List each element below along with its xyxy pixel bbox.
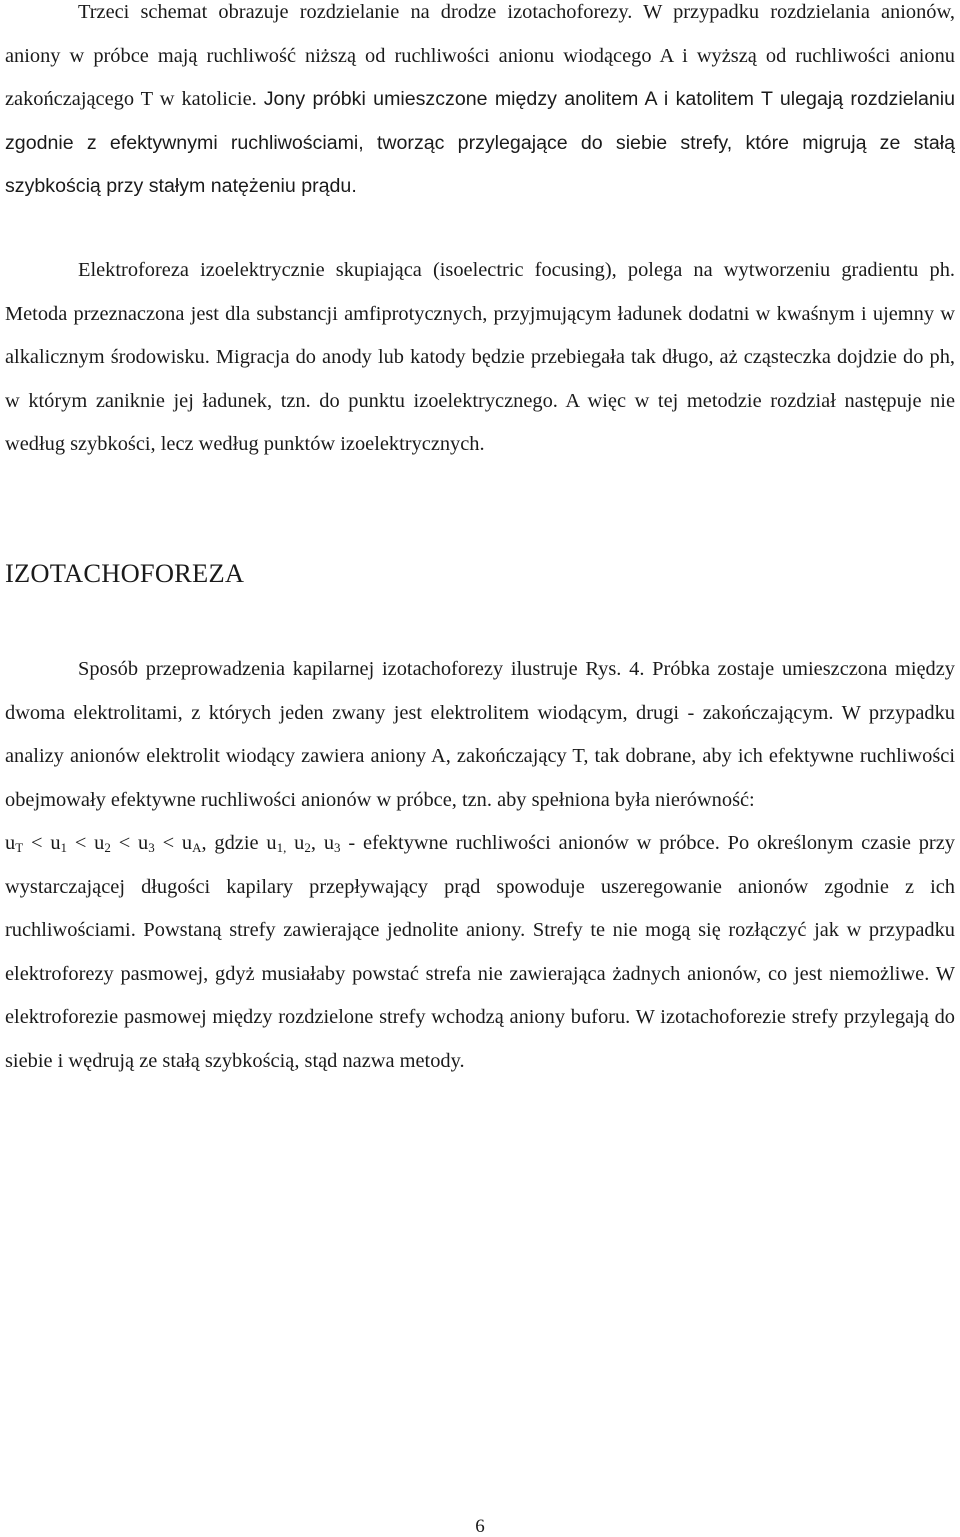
paragraph-capillary-isotachophoresis [5, 648, 955, 1083]
paragraph-isoelectric-focusing: Elektroforeza izoelektrycznie skupiająca (isoelectric focusing), polega na wytworzeniu gradientu ph. Metoda przeznaczona jest dla substancji amfiprotycznych, przyjmującym ładunek dodatni w kwaśnym i ujemny w alkalicznym środowisku. Migracja do anody lub katody będzie przebiegała tak długo, aż cząsteczka dojdzie do ph, w którym zaniknie jej ładunek, tzn. do punktu izoelektrycznego. A więc w tej metodzie rozdział następuje nie według szybkości, lecz według punktów izoelektrycznych. [5, 259, 955, 455]
paragraph-text-serif: Trzeci schemat obrazuje rozdzielanie na drodze izotachoforezy. W przypadku rozdzielania anionów, aniony w próbce mają ruchliwość niższą od ruchliwości anionu wiodącego A i wyższą od ruchliwości anionu zakończającego T w katolicie. [5, 1, 955, 110]
document-page [5, 0, 955, 1537]
section-heading: IZOTACHOFOREZA [5, 558, 245, 588]
page-number: 6 [475, 1516, 485, 1537]
paragraph-rest: Po określonym czasie przy wystarczającej długości kapilary przepływający prąd spowoduje uszeregowanie anionów zgodnie z ich ruchliwościami. Powstaną strefy zawierające jednolite aniony. Strefy te nie mogą się rozłączyć jak w przypadku elektroforezy pasmowej, gdyż musiałaby powstać strefa nie zawierająca żadnych anionów, co jest niemożliwe. W elektroforezie pasmowej między rozdzielone strefy wchodzą aniony buforu. W izotachoforezie strefy przylegają do siebie i wędrują ze stałą szybkością, stąd nazwa metody. [5, 832, 955, 1072]
paragraph-isotachophoresis-scheme [5, 0, 955, 209]
paragraph-intro: Sposób przeprowadzenia kapilarnej izotachoforezy ilustruje Rys. 4. Próbka zostaje umieszczona między dwoma elektrolitami, z których jeden zwany jest elektrolitem wiodącym, drugi - zakończającym. W przypadku analizy anionów elektrolit wiodący zawiera aniony A, zakończający T, tak dobrane, aby ich efektywne ruchliwości obejmowały efektywne ruchliwości anionów w próbce, tzn. aby spełniona była nierówność: [5, 658, 955, 811]
paragraph-text-sans: Jony próbki umieszczone między anolitem A i katolitem T ulegają rozdzielaniu zgodnie z efektywnymi ruchliwościami, tworząc przylegające do siebie strefy, które migrują ze stałą szybkością przy stałym natężeniu prądu. [5, 88, 955, 197]
inequality-formula: $u_T < u_1 < u_2 < u_3 < u_A$, gdzie $u_{1,}$ $u_2$, $u_3$ - efektywne ruchliwości anionów w próbce. [5, 832, 720, 855]
